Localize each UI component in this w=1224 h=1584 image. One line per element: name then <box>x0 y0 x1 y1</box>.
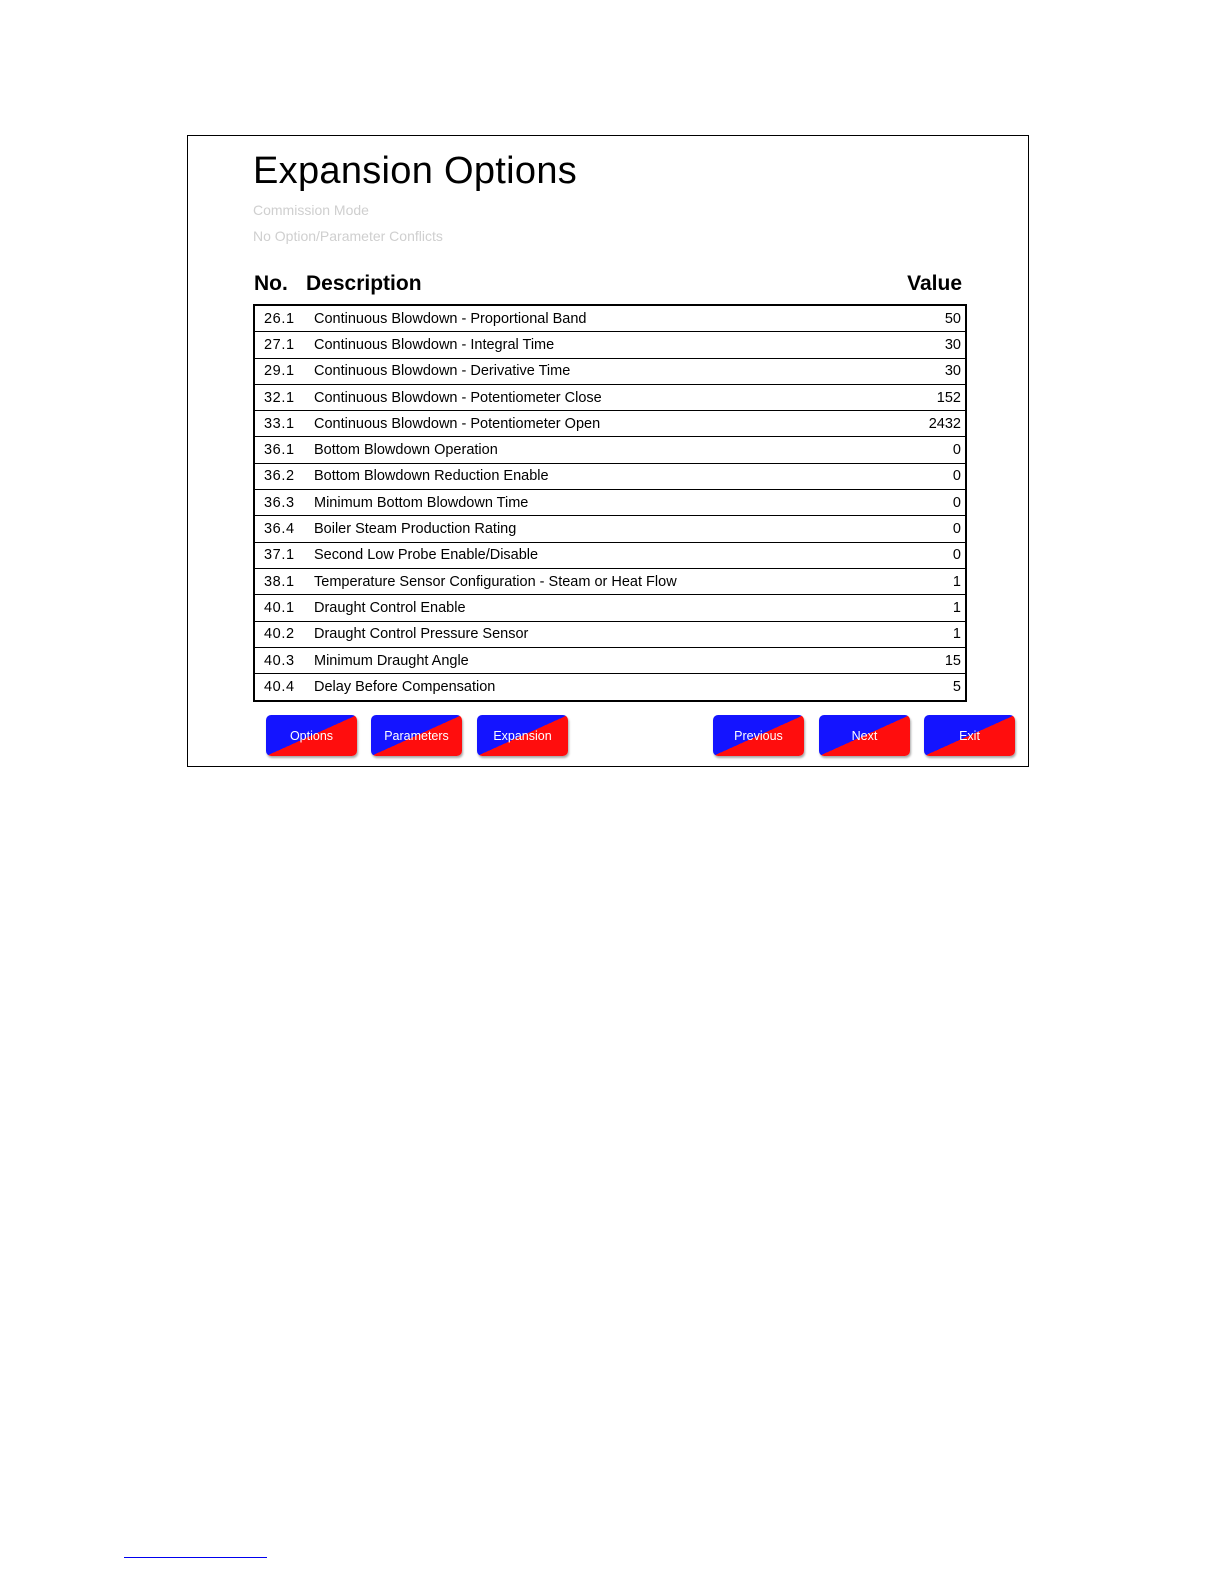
column-header-value: Value <box>907 272 962 295</box>
parameters-button[interactable]: Parameters <box>371 715 462 756</box>
row-description: Boiler Steam Production Rating <box>314 521 517 538</box>
row-value: 0 <box>952 521 961 538</box>
row-value: 1 <box>952 573 961 590</box>
table-row[interactable] <box>255 674 965 700</box>
row-number: 27.1 <box>264 336 295 353</box>
table-row[interactable] <box>255 543 965 569</box>
row-number: 36.3 <box>264 494 295 511</box>
expansion-button[interactable]: Expansion <box>477 715 568 756</box>
row-value: 50 <box>944 310 961 327</box>
row-description: Continuous Blowdown - Derivative Time <box>314 363 571 380</box>
row-number: 38.1 <box>264 573 295 590</box>
row-number: 37.1 <box>264 547 295 564</box>
table-row[interactable] <box>255 385 965 411</box>
table-row[interactable] <box>255 437 965 463</box>
table-row[interactable] <box>255 622 965 648</box>
table-row[interactable] <box>255 490 965 516</box>
exit-button[interactable]: Exit <box>924 715 1015 756</box>
row-number: 40.1 <box>264 599 295 616</box>
page-title: Expansion Options <box>253 150 578 192</box>
column-header-no: No. <box>254 272 288 295</box>
row-value: 30 <box>944 363 961 380</box>
row-description: Continuous Blowdown - Potentiometer Close <box>314 389 602 406</box>
row-description: Minimum Bottom Blowdown Time <box>314 494 529 511</box>
table-row[interactable] <box>255 464 965 490</box>
options-table <box>253 304 967 702</box>
table-row[interactable] <box>255 306 965 332</box>
row-description: Minimum Draught Angle <box>314 652 469 669</box>
mode-status: Commission Mode <box>253 202 369 218</box>
row-description: Second Low Probe Enable/Disable <box>314 547 539 564</box>
row-description: Continuous Blowdown - Integral Time <box>314 336 555 353</box>
next-button[interactable]: Next <box>819 715 910 756</box>
table-row[interactable] <box>255 648 965 674</box>
row-value: 0 <box>952 494 961 511</box>
row-number: 40.3 <box>264 652 295 669</box>
row-number: 40.4 <box>264 679 295 696</box>
table-row[interactable] <box>255 595 965 621</box>
row-number: 36.4 <box>264 521 295 538</box>
previous-button[interactable]: Previous <box>713 715 804 756</box>
table-row[interactable] <box>255 332 965 358</box>
row-value: 15 <box>944 652 961 669</box>
expansion-options-screen <box>187 135 1029 767</box>
row-description: Draught Control Enable <box>314 599 466 616</box>
table-row[interactable] <box>255 516 965 542</box>
row-value: 0 <box>952 442 961 459</box>
table-row[interactable] <box>255 411 965 437</box>
row-value: 1 <box>952 599 961 616</box>
row-description: Draught Control Pressure Sensor <box>314 626 529 643</box>
row-number: 33.1 <box>264 415 295 432</box>
row-value: 5 <box>952 679 961 696</box>
row-value: 0 <box>952 468 961 485</box>
row-description: Bottom Blowdown Reduction Enable <box>314 468 549 485</box>
row-number: 36.1 <box>264 442 295 459</box>
conflict-status: No Option/Parameter Conflicts <box>253 228 443 244</box>
row-number: 32.1 <box>264 389 295 406</box>
row-value: 30 <box>944 336 961 353</box>
footnote-rule <box>124 1557 267 1558</box>
row-description: Continuous Blowdown - Proportional Band <box>314 310 587 327</box>
row-description: Temperature Sensor Configuration - Steam or Heat Flow <box>314 573 677 590</box>
row-number: 26.1 <box>264 310 295 327</box>
row-value: 0 <box>952 547 961 564</box>
column-header-description: Description <box>306 272 422 295</box>
row-description: Delay Before Compensation <box>314 679 496 696</box>
row-number: 29.1 <box>264 363 295 380</box>
table-row[interactable] <box>255 359 965 385</box>
options-button[interactable]: Options <box>266 715 357 756</box>
row-description: Bottom Blowdown Operation <box>314 442 498 459</box>
row-number: 40.2 <box>264 626 295 643</box>
row-value: 2432 <box>928 415 961 432</box>
row-number: 36.2 <box>264 468 295 485</box>
row-value: 152 <box>936 389 961 406</box>
row-value: 1 <box>952 626 961 643</box>
row-description: Continuous Blowdown - Potentiometer Open <box>314 415 601 432</box>
table-row[interactable] <box>255 569 965 595</box>
